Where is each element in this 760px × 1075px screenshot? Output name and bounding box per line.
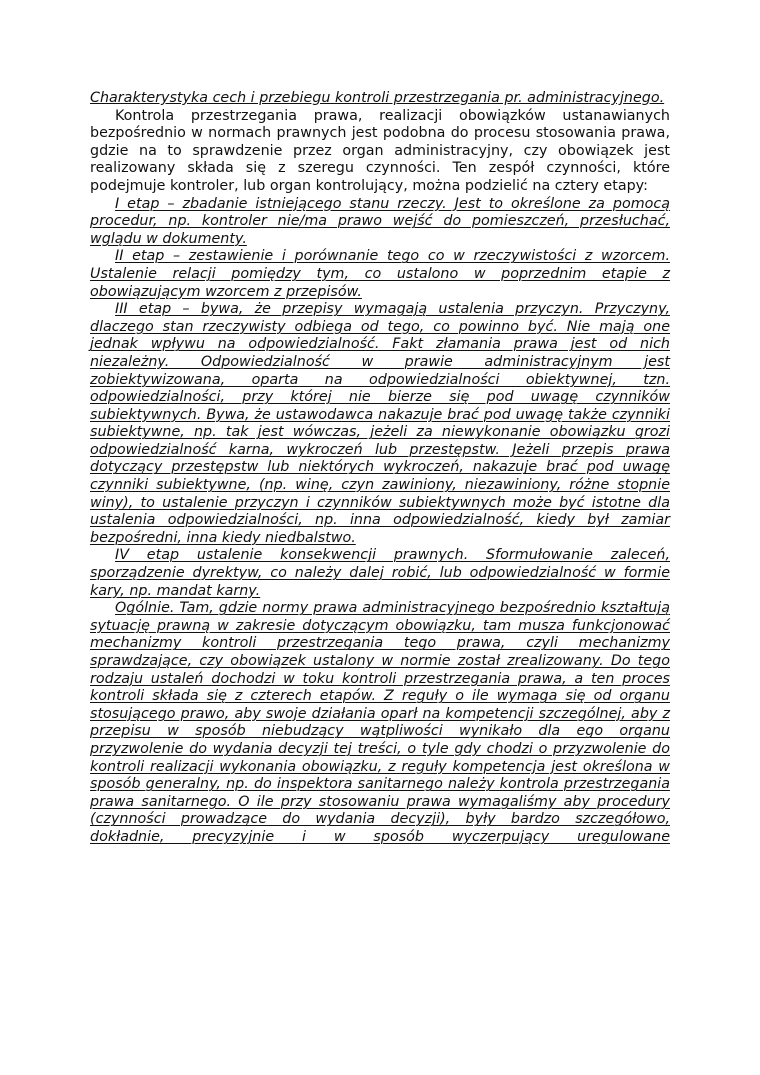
stage-1-paragraph: I etap – zbadanie istniejącego stanu rzeczy. Jest to określone za pomocą procedur, np. kontroler nie/ma prawo wejść do pomieszczeń, przesłuchać, wglądu w dokumenty. [90,195,670,247]
stage-4-paragraph: IV etap ustalenie konsekwencji prawnych. Sformułowanie zaleceń, sporządzenie dyrektyw, co należy dalej robić, lub odpowiedzialność w formie kary, np. mandat karny. [90,547,670,599]
document-page [90,90,670,847]
intro-paragraph: Kontrola przestrzegania prawa, realizacji obowiązków ustanawianych bezpośrednio w normach prawnych jest podobna do procesu stosowania prawa, gdzie na to sprawdzenie przez organ administracyjny, czy obowiązek jest realizowany składa się z szeregu czynności. Ten zespół czynności, które podejmuje kontroler, lub organ kontrolujący, można podzielić na cztery etapy: [90,107,670,194]
general-paragraph: Ogólnie. Tam, gdzie normy prawa administracyjnego bezpośrednio kształtują sytuację prawną w zakresie dotyczącym obowiązku, tam musza funkcjonować mechanizmy kontroli przestrzegania tego prawa, czyli mechanizmy sprawdzające, czy obowiązek ustalony w normie został zrealizowany. Do tego rodzaju ustaleń dochodzi w toku kontroli przestrzegania prawa, a ten proces kontroli składa się z czterech etapów. Z reguły o ile wymaga się od organu stosującego prawo, aby swoje działania oparł na kompetencji szczególnej, aby z przepisu w sposób niebudzący wątpliwości wynikało dla ego organu przyzwolenie do wydania decyzji tej treści, o tyle gdy chodzi o przyzwolenie do kontroli realizacji wykonania obowiązku, z reguły kompetencja jest określona w sposób generalny, np. do inspektora sanitarnego należy kontrola przestrzegania prawa sanitarnego. O ile przy stosowaniu prawa wymagaliśmy aby procedury (czynności prowadzące do wydania decyzji), były bardzo szczegółowo, dokładnie, precyzyjnie i w sposób wyczerpujący uregulowane [90,600,670,845]
stage-2-paragraph: II etap – zestawienie i porównanie tego co w rzeczywistości z wzorcem. Ustalenie relacji pomiędzy tym, co ustalono w poprzednim etapie z obowiązującym wzorcem z przepisów. [90,248,670,300]
stage-3-paragraph: III etap – bywa, że przepisy wymagają ustalenia przyczyn. Przyczyny, dlaczego stan rzeczywisty odbiega od tego, co powinno być. Nie mają one jednak wpływu na odpowiedzialność. Fakt złamania prawa jest od nich niezależny. Odpowiedzialność w prawie administracyjnym jest zobiektywizowana, oparta na odpowiedzialności obiektywnej, tzn. odpowiedzialności, przy której nie bierze się pod uwagę czynników subiektywnych. Bywa, że ustawodawca nakazuje brać pod uwagę także czynniki subiektywne, np. tak jest wówczas, jeżeli za niewykonanie obowiązku grozi odpowiedzialność karna, wykroczeń lub przestępstw. Jeżeli przepis prawa dotyczący przestępstw lub niektórych wykroczeń, nakazuje brać pod uwagę czynniki subiektywne, (np. winę, czyn zawiniony, niezawiniony, różne stopnie winy), to ustalenie przyczyn i czynników subiektywnych może być istotne dla ustalenia odpowiedzialności, np. inna odpowiedzialność, kiedy był zamiar bezpośredni, inna kiedy niedbalstwo. [90,301,670,546]
document-title: Charakterystyka cech i przebiegu kontroli przestrzegania pr. administracyjnego. [90,90,665,106]
